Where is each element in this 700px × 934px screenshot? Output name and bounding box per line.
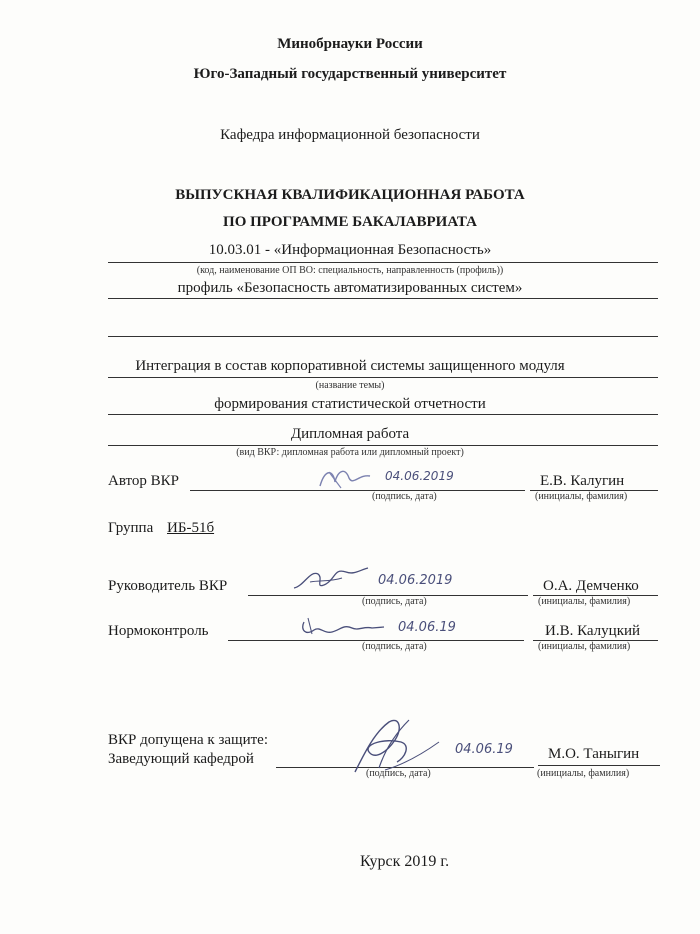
normcontrol-signature: [298, 612, 388, 640]
head-name-caption: (инициалы, фамилия): [537, 768, 630, 779]
work-type-caption: (вид ВКР: дипломная работа или дипломный проект): [236, 447, 464, 458]
normcontrol-sign-date: 04.06.19: [398, 620, 456, 635]
city-year: Курск 2019 г.: [360, 853, 450, 870]
title-line-2: ПО ПРОГРАММЕ БАКАЛАВРИАТА: [223, 214, 477, 230]
work-type-rule: [108, 445, 658, 446]
head-name-line: [538, 765, 660, 766]
ministry: Минобрнауки России: [277, 36, 423, 52]
normcontrol-label: Нормоконтроль: [108, 623, 209, 639]
head-name: М.О. Таныгин: [548, 746, 640, 762]
group-value: ИБ-51б: [167, 520, 215, 536]
program-profile-line: [108, 298, 658, 299]
author-signature: [315, 464, 375, 494]
normcontrol-name: И.В. Калуцкий: [545, 623, 641, 639]
author-name: Е.В. Калугин: [540, 473, 625, 489]
program-code: 10.03.01 - «Информационная Безопасность»: [208, 242, 492, 258]
group-label: Группа: [108, 520, 154, 536]
supervisor-name: О.А. Демченко: [543, 578, 639, 594]
topic-line-1: Интеграция в состав корпоративной системы защищенного модуля: [135, 358, 565, 374]
topic-line-2-rule: [108, 414, 658, 415]
title-line-1: ВЫПУСКНАЯ КВАЛИФИКАЦИОННАЯ РАБОТА: [175, 187, 525, 203]
supervisor-sign-date: 04.06.2019: [378, 573, 453, 588]
normcontrol-sign-caption: (подпись, дата): [362, 641, 427, 652]
head-sign-date: 04.06.19: [455, 742, 513, 757]
topic-caption: (название темы): [315, 380, 385, 391]
blank-line: [108, 336, 658, 337]
department: Кафедра информационной безопасности: [220, 127, 480, 143]
topic-line-1-rule: [108, 377, 658, 378]
supervisor-label: Руководитель ВКР: [108, 578, 228, 594]
head-sign-caption: (подпись, дата): [366, 768, 431, 779]
university: Юго-Западный государственный университет: [193, 66, 507, 82]
admission-line: ВКР допущена к защите:: [108, 732, 268, 748]
work-type: Дипломная работа: [290, 426, 410, 442]
supervisor-signature: [290, 562, 370, 596]
supervisor-name-caption: (инициалы, фамилия): [538, 596, 631, 607]
author-name-caption: (инициалы, фамилия): [535, 491, 628, 502]
normcontrol-name-caption: (инициалы, фамилия): [538, 641, 631, 652]
supervisor-sign-caption: (подпись, дата): [362, 596, 427, 607]
author-sign-date: 04.06.2019: [385, 469, 454, 483]
program-code-caption: (код, наименование ОП ВО: специальность, направленность (профиль)): [196, 265, 504, 276]
program-profile: профиль «Безопасность автоматизированных систем»: [177, 280, 523, 296]
author-label: Автор ВКР: [108, 473, 180, 489]
author-sign-caption: (подпись, дата): [372, 491, 437, 502]
head-label: Заведующий кафедрой: [108, 751, 254, 767]
program-code-line: [108, 262, 658, 263]
topic-line-2: формирования статистической отчетности: [214, 396, 486, 412]
